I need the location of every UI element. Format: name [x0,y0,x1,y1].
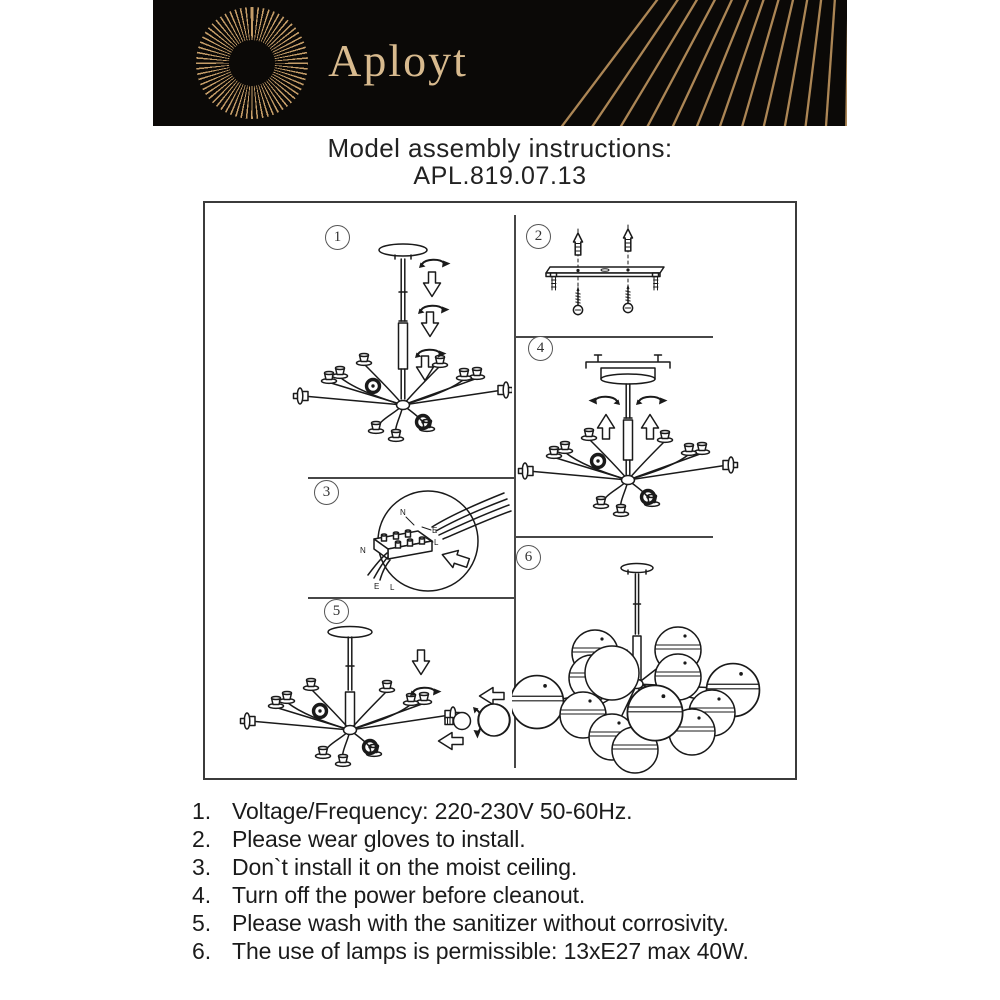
list-item-text: Please wash with the sanitizer without corrosivity. [232,910,729,936]
list-item [192,825,749,853]
list-item [192,909,749,937]
step-badge-2: 2 [526,224,551,249]
list-item-number: 5. [192,910,211,936]
list-item-text: Voltage/Frequency: 220-230V 50-60Hz. [232,798,633,824]
step-1-illustration [203,201,512,477]
step-badge-5: 5 [324,599,349,624]
list-item-number: 2. [192,826,211,852]
header-banner [153,0,847,126]
step-5-illustration [203,597,512,780]
decorative-rays-icon [153,0,847,126]
list-item-text: The use of lamps is permissible: 13xE27 max 40W. [232,938,749,964]
wire-label-n-top: N [400,508,406,517]
step-6-illustration [512,536,797,780]
wire-label-l-top: L [434,538,439,547]
list-item-text: Please wear gloves to install. [232,826,526,852]
step-badge-3: 3 [314,480,339,505]
list-item [192,937,749,965]
list-item-number: 6. [192,938,211,964]
list-item [192,881,749,909]
page-title: Model assembly instructions: [327,133,673,163]
step-badge-4: 4 [528,336,553,361]
step-4-illustration [512,336,797,536]
list-item-number: 4. [192,882,211,908]
wire-label-n-bottom: N [360,546,366,555]
step-2-illustration [512,201,797,336]
list-item-number: 3. [192,854,211,880]
list-item-text: Turn off the power before cleanout. [232,882,586,908]
wire-label-l-bottom: L [390,583,395,592]
model-number: APL.819.07.13 [413,162,587,190]
step-badge-6: 6 [516,545,541,570]
wire-label-e-top: E [432,526,438,535]
list-item-text: Don`t install it on the moist ceiling. [232,854,578,880]
wire-label-e-bottom: E [374,582,380,591]
list-item [192,797,749,825]
step-badge-1: 1 [325,225,350,250]
list-item [192,853,749,881]
brand-name: Aployt [328,35,468,86]
instruction-list [192,797,749,965]
list-item-number: 1. [192,798,211,824]
